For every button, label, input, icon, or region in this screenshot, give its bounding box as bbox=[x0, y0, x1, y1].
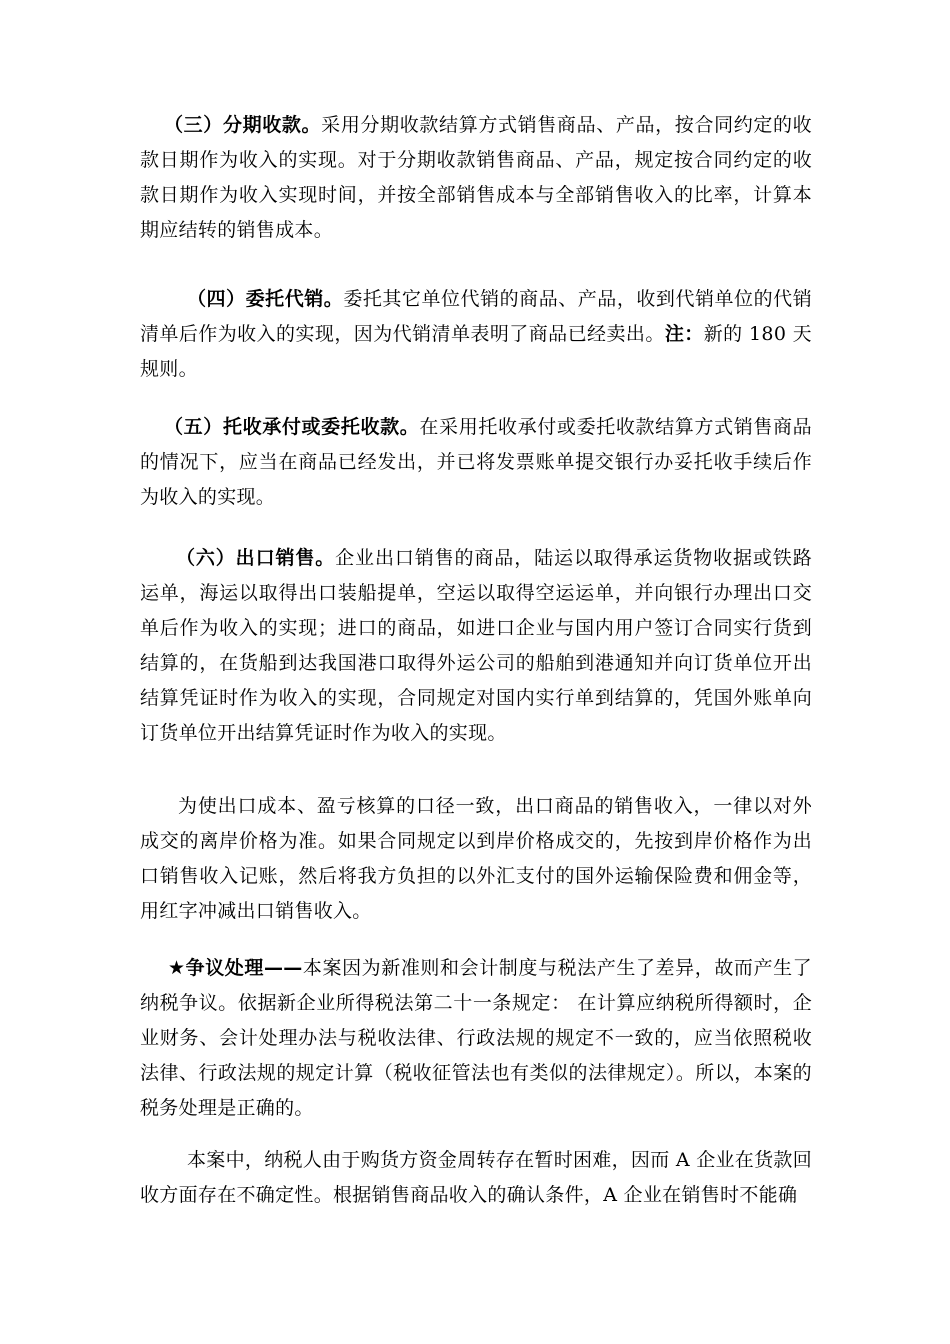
paragraph-heading: （六）出口销售。 bbox=[176, 547, 336, 569]
paragraph-heading: （四）委托代销。 bbox=[187, 288, 344, 310]
paragraph-case-analysis bbox=[140, 1143, 812, 1213]
paragraph-body: 为使出口成本、盈亏核算的口径一致，出口商品的销售收入，一律以对外成交的离岸价格为准。如果合同规定以到岸价格成交的，先按到岸价格作为出口销售收入记账，然后将我方负担的以外汇支付的国外运输保险费和佣金等，用红字冲减出口销售收入。 bbox=[140, 795, 812, 922]
paragraph-dispute-handling bbox=[140, 951, 812, 1126]
paragraph-body: 采用分期收款结算方式销售商品、产品，按合同约定的收款日期作为收入的实现。对于分期收款销售商品、产品，规定按合同约定的收款日期作为收入实现时间，并按全部销售成本与全部销售收入的比率，计算本期应结转的销售成本。 bbox=[140, 114, 812, 241]
note-label: 注： bbox=[664, 323, 704, 345]
paragraph-collection-acceptance bbox=[140, 410, 812, 515]
paragraph-export-sales bbox=[140, 541, 812, 751]
paragraph-export-pricing bbox=[140, 789, 812, 929]
paragraph-body: 企业出口销售的商品，陆运以取得承运货物收据或铁路运单，海运以取得出口装船提单，空运以取得空运运单，并向银行办理出口交单后作为收入的实现；进口的商品，如进口企业与国内用户签订合同实行货到结算的，在货船到达我国港口取得外运公司的船舶到港通知并向订货单位开出结算凭证时作为收入的实现，合同规定对国内实行单到结算的，凭国外账单向订货单位开出结算凭证时作为收入的实现。 bbox=[140, 547, 813, 744]
paragraph-heading: （五）托收承付或委托收款。 bbox=[164, 416, 420, 438]
note-text: 新的 180 天规则。 bbox=[140, 323, 812, 380]
paragraph-body: 本案中，纳税人由于购货方资金周转存在暂时困难，因而 A 企业在货款回收方面存在不确定性。根据销售商品收入的确认条件，A 企业在销售时不能确 bbox=[140, 1149, 813, 1206]
paragraph-heading: ★争议处理—— bbox=[168, 957, 303, 979]
paragraph-body: 在采用托收承付或委托收款结算方式销售商品的情况下，应当在商品已经发出，并已将发票账单提交银行办妥托收手续后作为收入的实现。 bbox=[140, 416, 812, 508]
paragraph-installment-collection bbox=[140, 108, 812, 248]
paragraph-body: 本案因为新准则和会计制度与税法产生了差异，故而产生了纳税争议。依据新企业所得税法第二十一条规定： 在计算应纳税所得额时，企业财务、会计处理办法与税收法律、行政法规的规定不一致的，应当依照税收法律、行政法规的规定计算（税收征管法也有类似的法律规定）。所以，本案的税务处理是正确的。 bbox=[140, 957, 812, 1119]
paragraph-heading: （三）分期收款。 bbox=[164, 114, 322, 136]
paragraph-consignment-sales bbox=[140, 282, 812, 387]
paragraph-body: 委托其它单位代销的商品、产品，收到代销单位的代销清单后作为收入的实现，因为代销清单表明了商品已经卖出。 bbox=[140, 288, 812, 345]
